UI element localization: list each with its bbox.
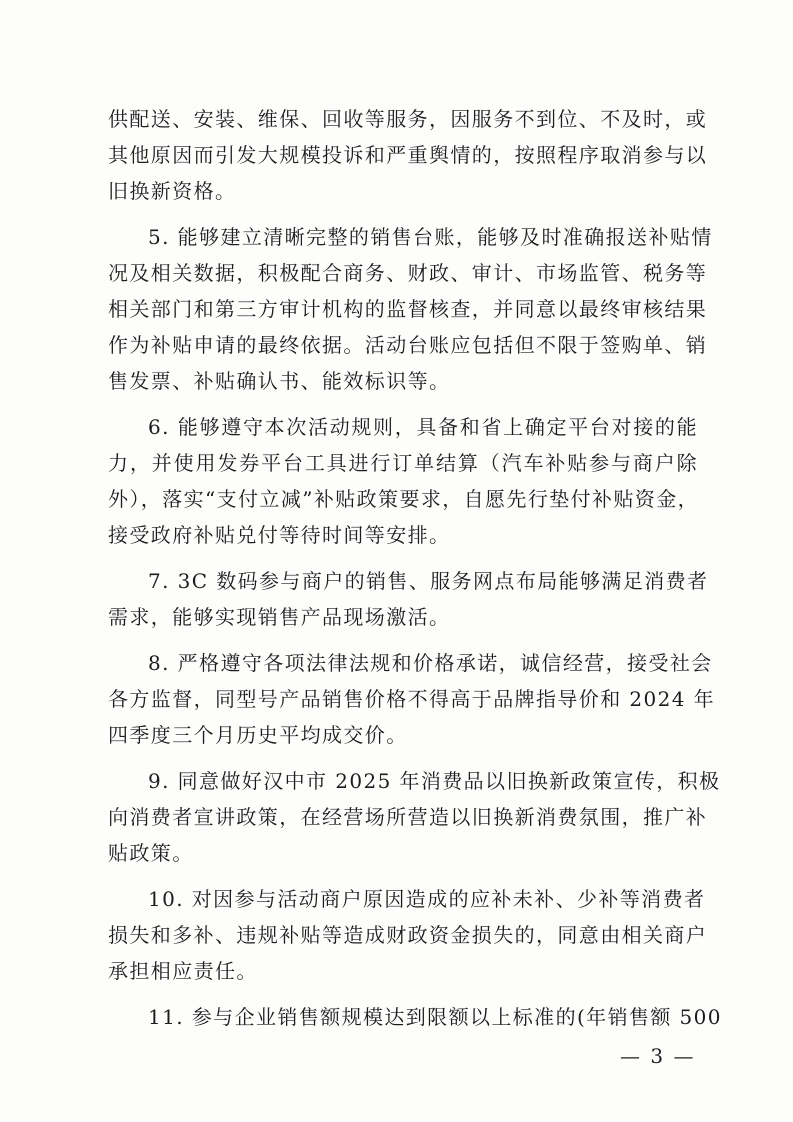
text-line: 7. 3C 数码参与商户的销售、服务网点布局能够满足消费者 bbox=[148, 569, 709, 593]
text-line: 损失和多补、违规补贴等造成财政资金损失的，同意由相关商户 bbox=[108, 923, 708, 947]
paragraph-item-7 bbox=[108, 563, 709, 635]
text-line: 四季度三个月历史平均成交价。 bbox=[108, 723, 408, 747]
text-line: 售发票、补贴确认书、能效标识等。 bbox=[108, 369, 451, 393]
paragraph-item-5 bbox=[108, 219, 713, 399]
text-line: 5. 能够建立清晰完整的销售台账，能够及时准确报送补贴情 bbox=[148, 225, 713, 249]
text-line: 需求，能够实现销售产品现场激活。 bbox=[108, 605, 451, 629]
page-number: — 3 — bbox=[620, 1044, 696, 1068]
body-text bbox=[108, 101, 722, 1035]
paragraph-item-6 bbox=[108, 409, 698, 553]
text-line: 作为补贴申请的最终依据。活动台账应包括但不限于签购单、销 bbox=[108, 333, 708, 357]
text-line: 供配送、安装、维保、回收等服务，因服务不到位、不及时，或 bbox=[108, 107, 708, 131]
text-line: 9. 同意做好汉中市 2025 年消费品以旧换新政策宣传，积极 bbox=[148, 769, 721, 793]
paragraph-item-9 bbox=[108, 763, 721, 871]
text-line: 贴政策。 bbox=[108, 841, 194, 865]
text-line: 相关部门和第三方审计机构的监督核查，并同意以最终审核结果 bbox=[108, 297, 708, 321]
text-line: 11. 参与企业销售额规模达到限额以上标准的(年销售额 500 bbox=[148, 1005, 722, 1029]
text-line: 力，并使用发券平台工具进行订单结算（汽车补贴参与商户除 bbox=[108, 451, 698, 475]
text-line: 其他原因而引发大规模投诉和严重舆情的，按照程序取消参与以 bbox=[108, 143, 708, 167]
text-line: 承担相应责任。 bbox=[108, 959, 258, 983]
text-line: 8. 严格遵守各项法律法规和价格承诺，诚信经营，接受社会 bbox=[148, 651, 713, 675]
text-line: 6. 能够遵守本次活动规则，具备和省上确定平台对接的能 bbox=[148, 415, 698, 439]
paragraph-item-10 bbox=[108, 881, 708, 989]
text-line: 向消费者宣讲政策，在经营场所营造以旧换新消费氛围，推广补 bbox=[108, 805, 708, 829]
text-line: 旧换新资格。 bbox=[108, 179, 237, 203]
text-line: 况及相关数据，积极配合商务、财政、审计、市场监管、税务等 bbox=[108, 261, 708, 285]
paragraph-item-11 bbox=[108, 999, 722, 1035]
text-line: 各方监督，同型号产品销售价格不得高于品牌指导价和 2024 年 bbox=[108, 687, 716, 711]
paragraph-item-8 bbox=[108, 645, 716, 753]
text-line: 外），落实“支付立减”补贴政策要求，自愿先行垫付补贴资金， bbox=[108, 487, 700, 511]
text-line: 接受政府补贴兑付等待时间等安排。 bbox=[108, 523, 451, 547]
paragraph-continuation bbox=[108, 101, 708, 209]
text-line: 10. 对因参与活动商户原因造成的应补未补、少补等消费者 bbox=[148, 887, 706, 911]
